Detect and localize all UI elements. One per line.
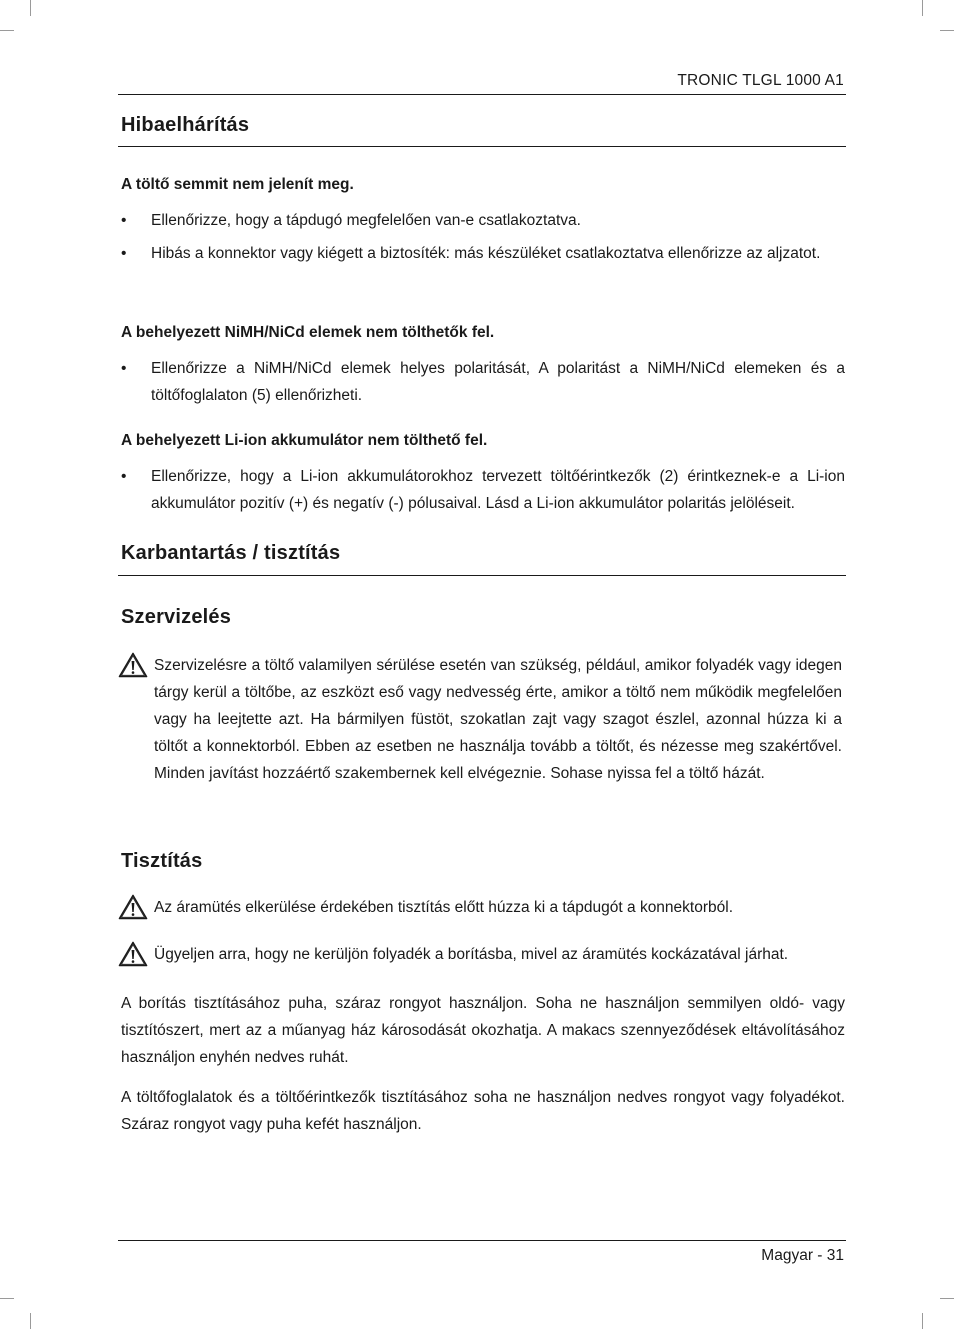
bullet-icon: • — [121, 468, 127, 485]
list-item — [121, 240, 845, 267]
section-rule — [118, 146, 846, 147]
issue-heading: A töltő semmit nem jelenít meg. — [121, 176, 354, 193]
warning-icon — [118, 894, 148, 920]
crop-mark — [0, 1298, 14, 1299]
list-item — [121, 463, 845, 517]
issue-heading: A behelyezett Li-ion akkumulátor nem tölthető fel. — [121, 432, 488, 449]
page-number: Magyar - 31 — [761, 1247, 844, 1264]
warning-text: Ügyeljen arra, hogy ne kerüljön folyadék a borításba, mivel az áramütés kockázatával járhat. — [154, 946, 789, 963]
list-item — [121, 355, 845, 409]
list-item-text: Hibás a konnektor vagy kiégett a biztosíték: más készüléket csatlakoztatva ellenőrizze az aljzatot. — [151, 245, 821, 262]
header-product-name: TRONIC TLGL 1000 A1 — [677, 72, 844, 89]
section-title-service: Szervizelés — [121, 606, 232, 628]
section-title-maintenance: Karbantartás / tisztítás — [121, 542, 341, 564]
section-title-troubleshooting: Hibaelhárítás — [121, 114, 250, 136]
section-rule — [118, 575, 846, 576]
crop-mark — [0, 30, 14, 31]
service-warning — [118, 652, 842, 787]
footer-rule — [118, 1240, 846, 1241]
cleaning-warning — [118, 894, 842, 921]
crop-mark — [922, 1313, 923, 1329]
list-item-text: Ellenőrizze a NiMH/NiCd elemek helyes polaritását, A polaritást a NiMH/NiCd elemeken és a töltőfoglalaton (5) ellenőrizheti. — [151, 360, 845, 404]
warning-icon — [118, 652, 148, 678]
crop-mark — [30, 0, 31, 16]
crop-mark — [922, 0, 923, 16]
crop-mark — [940, 1298, 954, 1299]
bullet-icon: • — [121, 360, 127, 377]
cleaning-paragraph: A borítás tisztításához puha, száraz rongyot használjon. Soha ne használjon semmilyen oldó- vagy tisztítószert, mert az a műanyag ház károsodását okozhatja. A makacs szennyeződések eltávolításához használjon enyhén nedves ruhát. — [121, 995, 845, 1066]
crop-mark — [940, 30, 954, 31]
list-item — [121, 207, 845, 234]
list-item-text: Ellenőrizze, hogy a Li-ion akkumulátorokhoz tervezett töltőérintkezők (2) érintkeznek-e a Li-ion akkumulátor pozitív (+) és negatív (-) pólusaival. Lásd a Li-ion akkumulátor polaritás jelöléseit. — [151, 468, 845, 512]
section-title-cleaning: Tisztítás — [121, 850, 203, 872]
header-rule — [118, 94, 846, 95]
warning-text: Az áramütés elkerülése érdekében tisztítás előtt húzza ki a tápdugót a konnektorból. — [154, 899, 734, 916]
bullet-icon: • — [121, 245, 127, 262]
warning-icon — [118, 941, 148, 967]
bullet-icon: • — [121, 212, 127, 229]
list-item-text: Ellenőrizze, hogy a tápdugó megfelelően van-e csatlakoztatva. — [151, 212, 581, 229]
crop-mark — [30, 1313, 31, 1329]
cleaning-paragraph: A töltőfoglalatok és a töltőérintkezők tisztításához soha ne használjon nedves rongyot vagy folyadékot. Száraz rongyot vagy puha kefét használjon. — [121, 1089, 845, 1133]
cleaning-warning — [118, 941, 842, 968]
issue-heading: A behelyezett NiMH/NiCd elemek nem tölthetők fel. — [121, 324, 495, 341]
warning-text: Szervizelésre a töltő valamilyen sérülése esetén van szükség, például, amikor folyadék vagy idegen tárgy kerül a töltőbe, az eszközt eső vagy nedvesség érte, amikor a töltő nem működik megfelelően vagy ha leejtette azt. Ha bármilyen füstöt, szokatlan zajt vagy szagot észlel, azonnal húzza ki a töltőt a konnektorból. Ebben az esetben ne használja tovább a töltőt, és nézesse meg szakértővel. Minden javítást hozzáértő szakembernek kell elvégeznie. Sohase nyissa fel a töltő házát. — [154, 657, 842, 782]
